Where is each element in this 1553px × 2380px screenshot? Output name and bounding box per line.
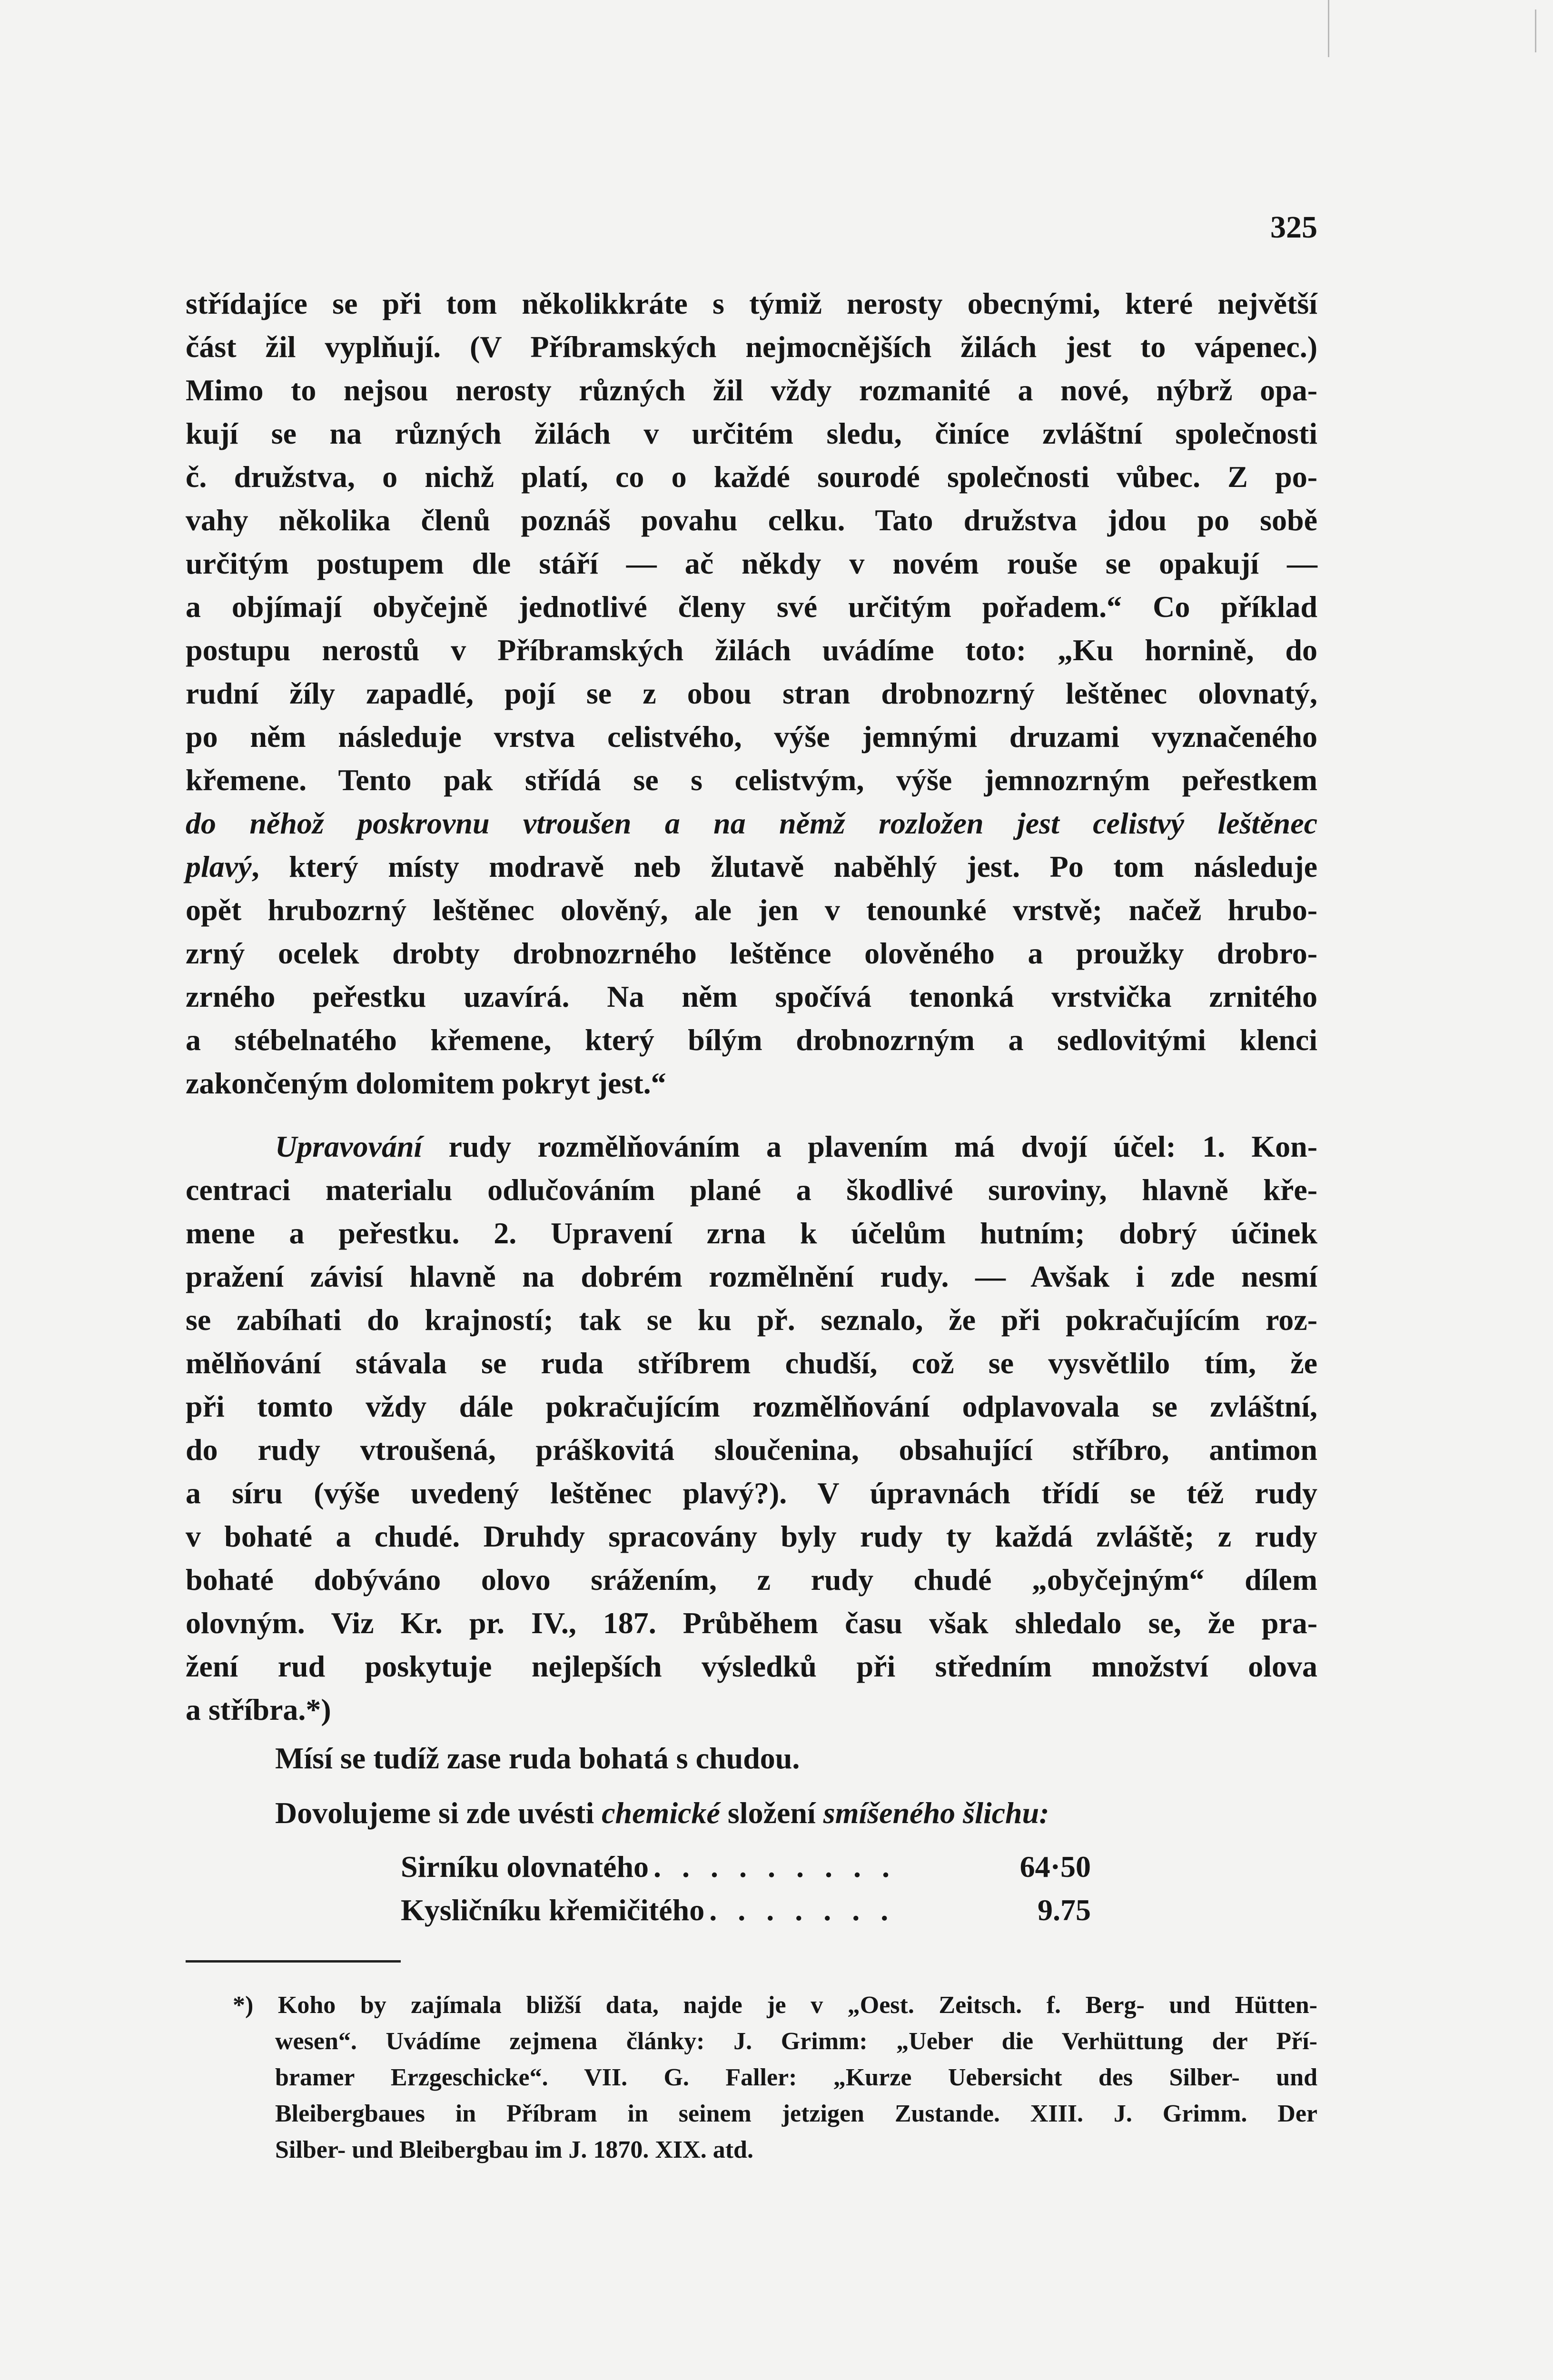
text-line	[186, 672, 1317, 715]
compound-value: 9.75	[1038, 1893, 1091, 1927]
footnote	[233, 1987, 1317, 2168]
text-segment: do rudy vtroušená, práškovitá sloučenina, obsahující stříbro, antimon	[186, 1433, 1317, 1467]
paragraph-ore-dressing	[186, 1125, 1317, 1731]
text-segment: vahy několika členů poznáš povahu celku. Tato družstva jdou po sobě	[186, 503, 1317, 537]
footnote-line: bramer Erzgeschicke“. VII. G. Faller: „Kurze Uebersicht des Silber- und	[275, 2064, 1317, 2091]
text-line	[186, 1168, 1317, 1211]
text-line	[186, 542, 1317, 585]
text-segment: zrný ocelek drobty drobnozrného leštěnce olověného a proužky drobro-	[186, 936, 1317, 970]
text-line	[186, 1385, 1317, 1428]
composition-row	[401, 1888, 1091, 1932]
text-line	[186, 325, 1317, 368]
text-line	[186, 1125, 1317, 1168]
text-segment: centraci materialu odlučováním plané a škodlivé suroviny, hlavně kře-	[186, 1173, 1317, 1207]
text-line	[186, 975, 1317, 1018]
text-segment: část žil vyplňují. (V Příbramských nejmocnějších žilách jest to vápenec.)	[186, 330, 1317, 364]
italic-text: chemické	[602, 1796, 720, 1830]
text-line	[186, 1341, 1317, 1385]
text-segment: mene a peřestku. 2. Upravení zrna k účelům hutním; dobrý účinek	[186, 1216, 1317, 1250]
text-line	[186, 1255, 1317, 1298]
text-segment: , který místy modravě neb žlutavě naběhlý jest. Po tom následuje	[251, 850, 1317, 883]
text-segment: Mimo to nejsou nerosty různých žil vždy rozmanité a nové, nýbrž opa-	[186, 373, 1317, 407]
leader-dots: . . . . . . .	[709, 1893, 895, 1927]
text-segment: složení	[720, 1796, 823, 1830]
italic-text: do něhož poskrovnu vtroušen a na němž rozložen jest celistvý leštěnec	[186, 806, 1317, 840]
text-line	[186, 282, 1317, 325]
text-line	[186, 1018, 1317, 1061]
italic-text: plavý	[186, 850, 252, 883]
text-line	[186, 585, 1317, 628]
text-segment: mělňování stávala se ruda stříbrem chudší, což se vysvětlilo tím, že	[186, 1346, 1317, 1380]
leader-dots: . . . . . . . . .	[653, 1850, 897, 1884]
text-line	[186, 1645, 1317, 1688]
text-line	[186, 1298, 1317, 1341]
text-segment: olovným. Viz Kr. pr. IV., 187. Průběhem času však shledalo se, že pra-	[186, 1606, 1317, 1640]
text-line	[186, 1601, 1317, 1645]
text-line	[186, 758, 1317, 802]
footnote-line: Silber- und Bleibergbau im J. 1870. XIX. atd.	[275, 2136, 753, 2163]
text-line	[186, 1471, 1317, 1515]
text-segment: a stříbra.*)	[186, 1693, 331, 1726]
scan-artifact	[1535, 10, 1536, 52]
text-segment: pražení závisí hlavně na dobrém rozmělnění rudy. — Avšak i zde nesmí	[186, 1259, 1317, 1293]
paragraph-mixing	[186, 1736, 1317, 1780]
compound-value: 64·50	[1019, 1850, 1091, 1884]
paragraph-composition-intro	[186, 1791, 1317, 1835]
text-line	[186, 368, 1317, 412]
paragraph-ore-vein-sequence	[186, 282, 1317, 1105]
text-line	[186, 455, 1317, 498]
footnote-line: *) Koho by zajímala bližší data, najde je v „Oest. Zeitsch. f. Berg- und Hütten-	[233, 1992, 1317, 2019]
text-segment: zrného peřestku uzavírá. Na něm spočívá tenonká vrstvička zrnitého	[186, 980, 1317, 1013]
italic-text: Upravování	[275, 1130, 423, 1163]
footnote-line: Bleibergbaues in Příbram in seinem jetzigen Zustande. XIII. J. Grimm. Der	[275, 2100, 1317, 2127]
text-line	[186, 1736, 1317, 1780]
text-line	[186, 498, 1317, 542]
text-line	[186, 412, 1317, 455]
text-line	[186, 1791, 1317, 1835]
text-line	[186, 1211, 1317, 1255]
text-segment: zakončeným dolomitem pokryt jest.“	[186, 1066, 666, 1100]
text-segment: kují se na různých žilách v určitém sledu, činíce zvláštní společnosti	[186, 416, 1317, 450]
text-segment: rudní žíly zapadlé, pojí se z obou stran drobnozrný leštěnec olovnatý,	[186, 676, 1317, 710]
text-line	[186, 715, 1317, 758]
text-segment: a stébelnatého křemene, který bílým drobnozrným a sedlovitými klenci	[186, 1023, 1317, 1057]
text-segment: a síru (výše uvedený leštěnec plavý?). V úpravnách třídí se též rudy	[186, 1476, 1317, 1510]
text-line	[186, 845, 1317, 888]
compound-name: Sirníku olovnatého	[401, 1850, 649, 1884]
text-segment: při tomto vždy dále pokračujícím rozmělňování odplavovala se zvláštní,	[186, 1389, 1317, 1423]
text-line	[186, 1428, 1317, 1471]
text-segment: Dovolujeme si zde uvésti	[275, 1796, 602, 1830]
text-line	[186, 888, 1317, 932]
scan-artifact	[1328, 0, 1329, 57]
text-line	[186, 932, 1317, 975]
text-segment: a objímají obyčejně jednotlivé členy své určitým pořadem.“ Co příklad	[186, 590, 1317, 624]
text-line	[186, 1515, 1317, 1558]
text-segment: se zabíhati do krajností; tak se ku př. seznalo, že při pokračujícím roz-	[186, 1303, 1317, 1337]
composition-table	[401, 1845, 1091, 1932]
composition-row	[401, 1845, 1091, 1888]
text-line	[186, 1558, 1317, 1601]
text-segment: postupu nerostů v Příbramských žilách uvádíme toto: „Ku hornině, do	[186, 633, 1317, 667]
text-line	[186, 802, 1317, 845]
text-segment: v bohaté a chudé. Druhdy spracovány byly rudy ty každá zvláště; z rudy	[186, 1519, 1317, 1553]
text-line	[186, 1688, 1317, 1731]
text-segment: opět hrubozrný leštěnec olověný, ale jen v tenounké vrstvě; načež hrubo-	[186, 893, 1317, 927]
text-segment: č. družstva, o nichž platí, co o každé sourodé společnosti vůbec. Z po-	[186, 460, 1317, 494]
footnote-divider	[186, 1960, 401, 1963]
text-segment: rudy rozmělňováním a plavením má dvojí účel: 1. Kon-	[422, 1130, 1317, 1163]
text-line	[186, 1061, 1317, 1105]
compound-name: Kysličníku křemičitého	[401, 1893, 705, 1927]
text-segment: žení rud poskytuje nejlepších výsledků při středním množství olova	[186, 1649, 1317, 1683]
text-segment: Mísí se tudíž zase ruda bohatá s chudou.	[275, 1741, 800, 1775]
text-segment: střídajíce se při tom několikkráte s týmiž nerosty obecnými, které největší	[186, 287, 1317, 320]
page-number: 325	[1270, 210, 1317, 245]
text-segment: určitým postupem dle stáří — ač někdy v novém rouše se opakují —	[186, 546, 1317, 580]
text-segment: po něm následuje vrstva celistvého, výše jemnými druzami vyznačeného	[186, 720, 1317, 754]
text-segment: křemene. Tento pak střídá se s celistvým, výše jemnozrným peřestkem	[186, 763, 1317, 797]
text-segment: bohaté dobýváno olovo srážením, z rudy chudé „obyčejným“ dílem	[186, 1563, 1317, 1597]
footnote-line: wesen“. Uvádíme zejmena články: J. Grimm: „Ueber die Verhüttung der Pří-	[275, 2028, 1317, 2055]
italic-text: smíšeného šlichu:	[823, 1796, 1049, 1830]
text-line	[186, 628, 1317, 672]
